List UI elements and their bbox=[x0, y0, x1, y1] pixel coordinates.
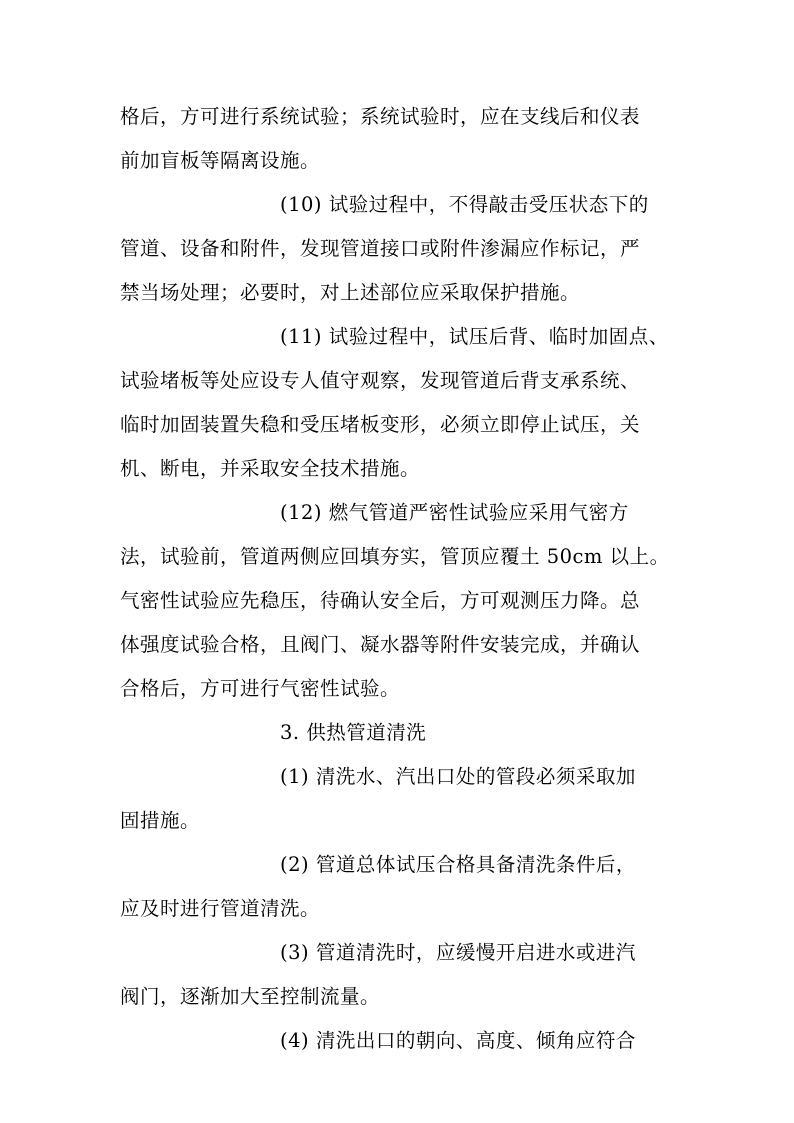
paragraph-line: 前加盲板等隔离设施。 bbox=[120, 149, 321, 172]
paragraph-line: 应及时进行管道清洗。 bbox=[120, 897, 321, 920]
list-item-12-line: (12) 燃气管道严密性试验应采用气密方 bbox=[280, 501, 629, 524]
list-item-2-line: (2) 管道总体试压合格具备清洗条件后， bbox=[280, 853, 636, 876]
paragraph-line: 临时加固装置失稳和受压堵板变形，必须立即停止试压，关 bbox=[120, 413, 641, 436]
paragraph-line: 气密性试验应先稳压，待确认安全后，方可观测压力降。总 bbox=[120, 589, 641, 612]
paragraph-line: 管道、设备和附件，发现管道接口或附件渗漏应作标记，严 bbox=[120, 237, 641, 260]
paragraph-line: 试验堵板等处应设专人值守观察，发现管道后背支承系统、 bbox=[120, 369, 641, 392]
paragraph-line: 阀门，逐渐加大至控制流量。 bbox=[120, 985, 381, 1008]
list-item-1-line: (1) 清洗水、汽出口处的管段必须采取加 bbox=[280, 765, 636, 788]
list-item-11-line: (11) 试验过程中，试压后背、临时加固点、 bbox=[280, 325, 669, 348]
paragraph-line: 体强度试验合格，且阀门、凝水器等附件安装完成，并确认 bbox=[120, 633, 641, 656]
list-item-3-line: (3) 管道清洗时，应缓慢开启进水或进汽 bbox=[280, 941, 636, 964]
section-heading: 3. 供热管道清洗 bbox=[280, 721, 427, 744]
paragraph-line: 格后，方可进行系统试验；系统试验时，应在支线后和仪表 bbox=[120, 105, 641, 128]
paragraph-line: 固措施。 bbox=[120, 809, 201, 832]
paragraph-line: 合格后，方可进行气密性试验。 bbox=[120, 677, 401, 700]
paragraph-line: 机、断电，并采取安全技术措施。 bbox=[120, 457, 421, 480]
list-item-4-line: (4) 清洗出口的朝向、高度、倾角应符合 bbox=[280, 1029, 636, 1052]
list-item-10-line: (10) 试验过程中，不得敲击受压状态下的 bbox=[280, 193, 649, 216]
paragraph-line: 法，试验前，管道两侧应回填夯实，管顶应覆土 50cm 以上。 bbox=[120, 545, 670, 568]
paragraph-line: 禁当场处理；必要时，对上述部位应采取保护措施。 bbox=[120, 281, 581, 304]
